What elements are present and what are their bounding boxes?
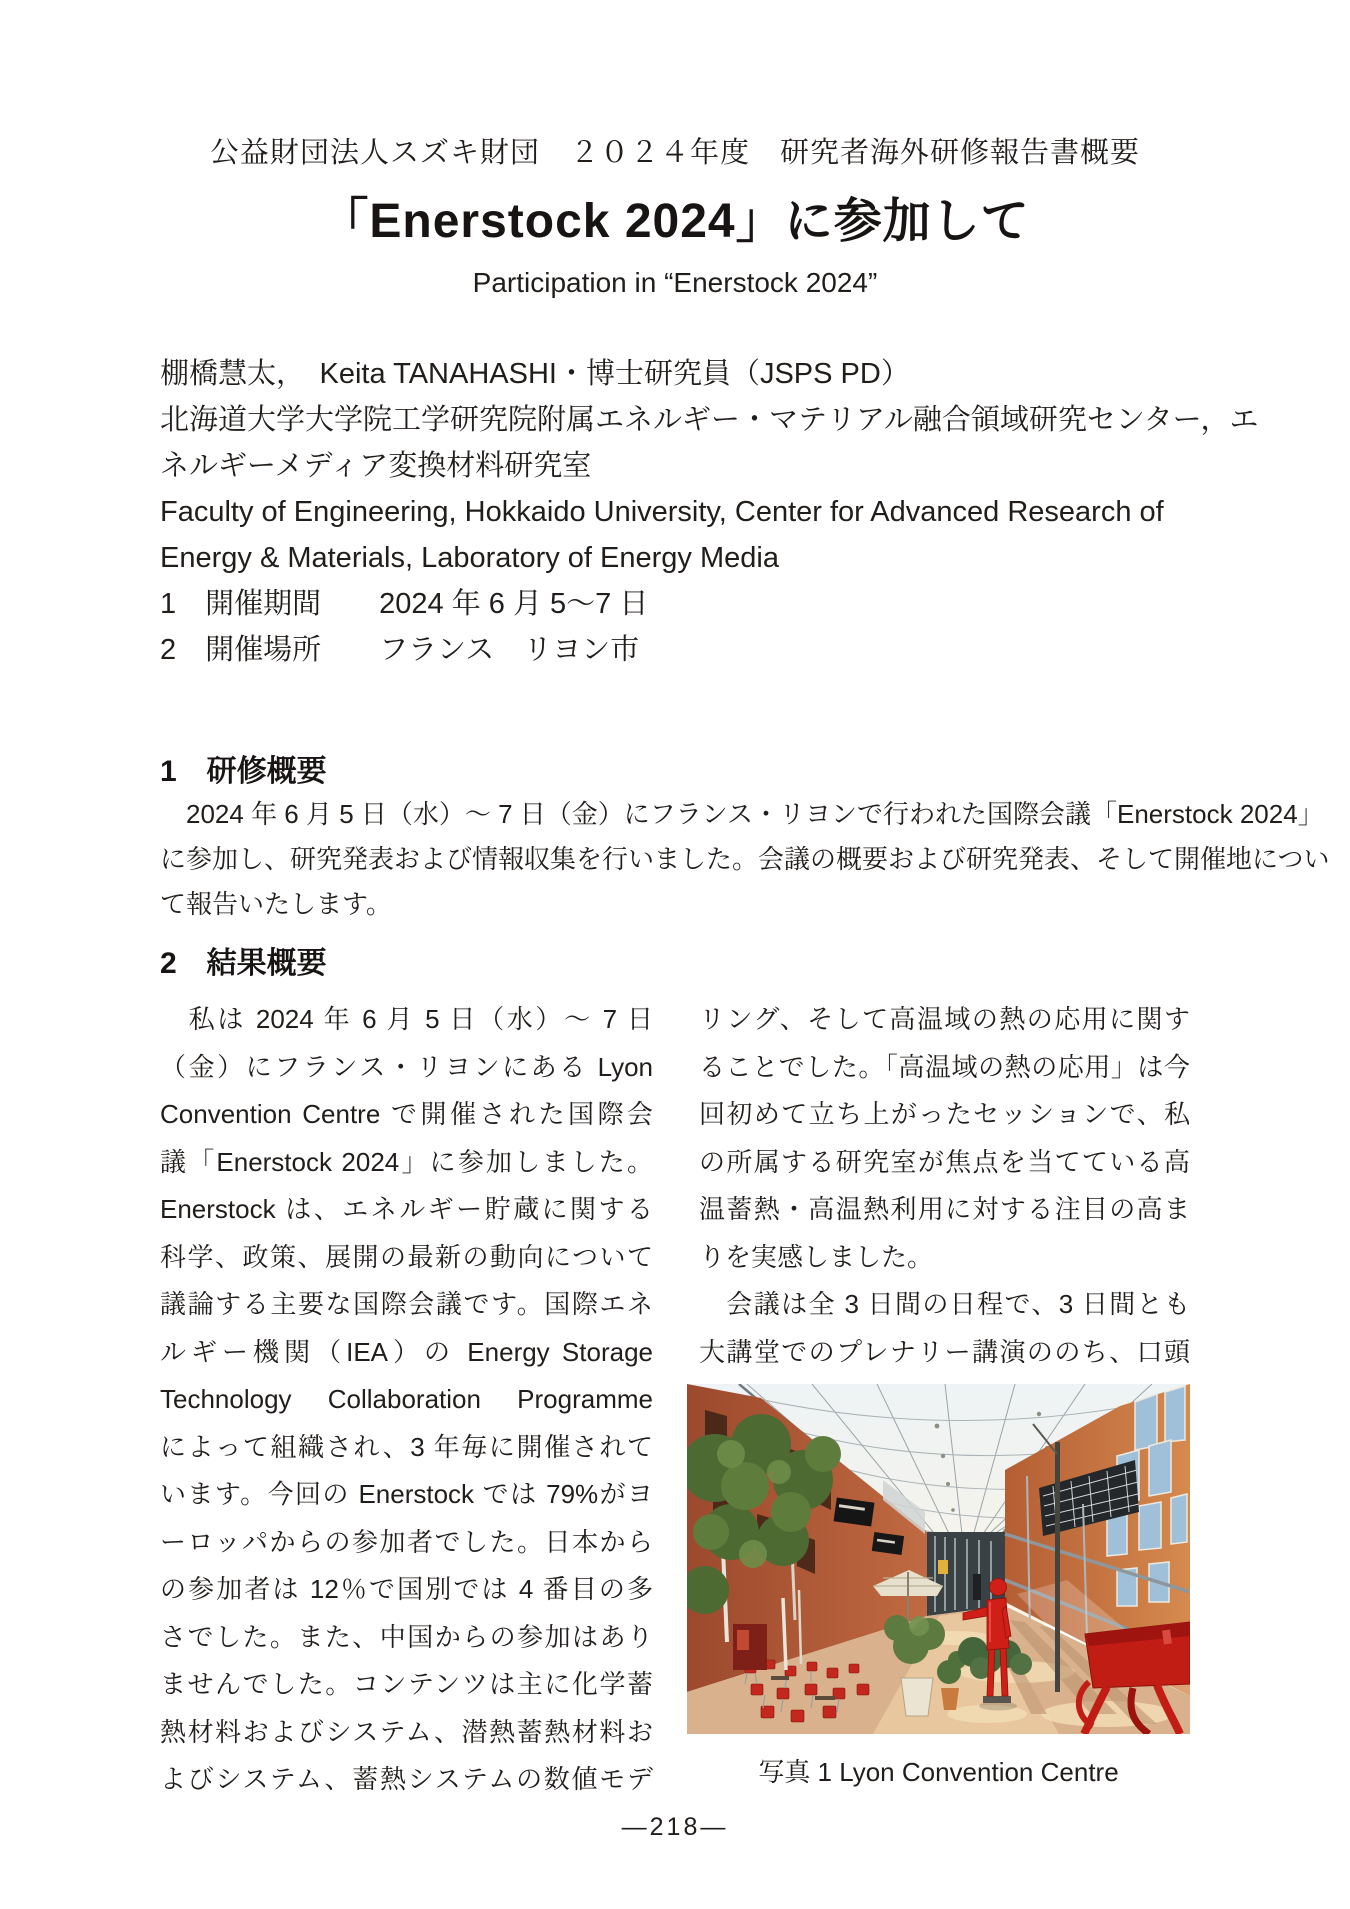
text-line: います。今回の Enerstock では 79%がヨ <box>160 1479 653 1509</box>
text-line: 科学、政策、展開の最新の動向について <box>160 1241 653 1272</box>
text-line: ーロッパからの参加者でした。日本から <box>160 1526 653 1557</box>
text-line: Energy & Materials, Laboratory of Energy Media <box>160 542 779 574</box>
text-line: よびシステム、蓄熱システムの数値モデ <box>160 1764 653 1794</box>
text-line: ませんでした。コンテンツは主に化学蓄 <box>160 1669 653 1699</box>
text-line: て報告いたします。 <box>160 889 392 919</box>
text-line: Convention Centre で開催された国際会 <box>160 1099 653 1129</box>
red-cart-sculpture <box>1079 1622 1190 1734</box>
text-line: 議「Enerstock 2024」に参加しました。 <box>160 1146 653 1177</box>
text-line: の参加者は 12％で国別では 4 番目の多 <box>160 1574 653 1604</box>
section-2-left-column <box>160 996 653 1804</box>
venue-photo-figure <box>687 1384 1190 1734</box>
section-2-heading: 2 結果概要 <box>160 947 327 980</box>
text-line: 私は 2024 年 6 月 5 日（水）～ 7 日 <box>160 1004 653 1034</box>
text-line: （金）にフランス・リヨンにある Lyon <box>160 1051 653 1082</box>
text-line: ネルギーメディア変換材料研究室 <box>160 450 592 482</box>
text-line: りを実感しました。 <box>699 1241 934 1272</box>
text-line: の所属する研究室が焦点を当てている高 <box>699 1146 1190 1177</box>
text-line: 議論する主要な国際会議です。国際エネ <box>160 1289 653 1319</box>
text-line: 会議は全 3 日間の日程で、3 日間とも <box>699 1289 1190 1319</box>
section-1-body <box>160 792 1330 927</box>
text-line: ルギー機関（IEA）の Energy Storage <box>160 1336 653 1367</box>
text-line: 大講堂でのプレナリー講演ののち、口頭 <box>699 1336 1190 1367</box>
photo-caption: 写真 1 Lyon Convention Centre <box>758 1757 1119 1787</box>
section-2-right-column <box>699 996 1190 1376</box>
text-line: ることでした。「高温域の熱の応用」は今 <box>699 1051 1190 1082</box>
text-line: によって組織され、3 年毎に開催されて <box>160 1431 653 1462</box>
text-line: Technology Collaboration Programme <box>160 1384 653 1414</box>
text-line: 2 開催場所 フランス リヨン市 <box>160 634 640 666</box>
section-1-heading: 1 研修概要 <box>160 755 327 788</box>
text-line: 2024 年 6 月 5 日（水）～ 7 日（金）にフランス・リヨンで行われた国際会議「Enerstock 2024」 <box>160 799 1324 829</box>
text-line: に参加し、研究発表および情報収集を行いました。会議の概要および研究発表、そして開催地につい <box>160 844 1330 874</box>
text-line: Enerstock は、エネルギー貯蔵に関する <box>160 1194 653 1224</box>
text-line: 熱材料およびシステム、潜熱蓄熱材料お <box>160 1716 653 1747</box>
page-subtitle: Participation in “Enerstock 2024” <box>472 267 878 298</box>
venue-photo <box>687 1384 1190 1734</box>
text-line: 北海道大学大学院工学研究院附属エネルギー・マテリアル融合領域研究センター，エ <box>160 404 1259 436</box>
document-header: 公益財団法人スズキ財団 ２０２４年度 研究者海外研修報告書概要 <box>209 137 1140 169</box>
text-line: 回初めて立ち上がったセッションで、私 <box>699 1099 1190 1129</box>
text-line: さでした。また、中国からの参加はあり <box>160 1621 653 1652</box>
text-line: 温蓄熱・高温熱利用に対する注目の高ま <box>699 1194 1190 1224</box>
text-line: 棚橋慧太， Keita TANAHASHI・博士研究員（JSPS PD） <box>160 358 910 390</box>
text-line: Faculty of Engineering, Hokkaido University, Center for Advanced Research of <box>160 496 1164 528</box>
text-line: 1 開催期間 2024 年 6 月 5～7 日 <box>160 588 649 620</box>
author-affiliation-block <box>160 351 1259 673</box>
page-title: 「Enerstock 2024」に参加して <box>320 195 1030 248</box>
page-number: ―218― <box>621 1813 729 1841</box>
text-line: リング、そして高温域の熱の応用に関す <box>699 1004 1190 1034</box>
